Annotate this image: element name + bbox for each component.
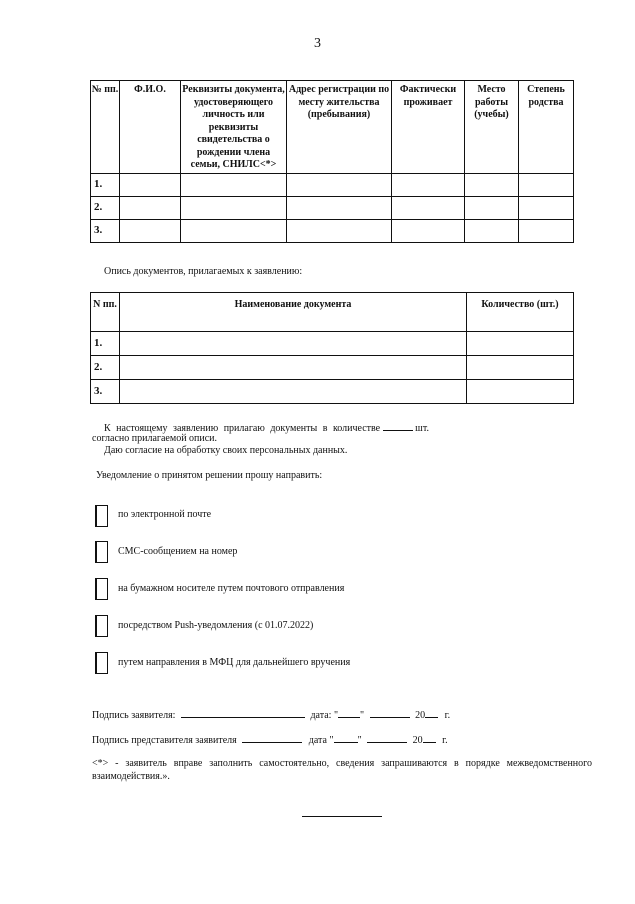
day-blank[interactable] [334, 733, 358, 743]
checkbox-post[interactable] [96, 578, 108, 600]
checkbox-email[interactable] [96, 505, 108, 527]
table-cell[interactable] [467, 356, 574, 380]
consent-line: Даю согласие на обработку своих персональных данных. [104, 445, 348, 456]
table-cell[interactable] [465, 174, 519, 197]
attach-line-2: согласно прилагаемой описи. [92, 433, 218, 444]
rep-signature-label: Подпись представителя заявителя [92, 735, 237, 746]
table-cell[interactable] [465, 197, 519, 220]
option-sms-label: СМС-сообщением на номер [118, 546, 238, 557]
table-row [91, 332, 574, 356]
table-cell[interactable] [392, 220, 465, 243]
table-row [91, 380, 574, 404]
table-cell[interactable] [120, 356, 467, 380]
checkbox-sms[interactable] [96, 541, 108, 563]
checkbox-mfc[interactable] [96, 652, 108, 674]
table-cell[interactable] [120, 332, 467, 356]
table-row [91, 197, 574, 220]
year-blank[interactable] [423, 733, 436, 743]
table-cell[interactable] [181, 220, 287, 243]
closing-rule [302, 816, 382, 817]
row-number: 1. [91, 332, 120, 356]
table-cell[interactable] [519, 174, 574, 197]
table-cell[interactable] [465, 220, 519, 243]
applicant-signature-blank[interactable] [181, 708, 305, 718]
table-cell[interactable] [392, 197, 465, 220]
table-cell[interactable] [287, 220, 392, 243]
col-header: Количество (шт.) [467, 293, 574, 332]
page-number: 3 [314, 36, 321, 51]
row-number: 3. [91, 380, 120, 404]
col-header: Наименование документа [120, 293, 467, 332]
table-cell[interactable] [181, 197, 287, 220]
checkbox-push[interactable] [96, 615, 108, 637]
year-prefix: 20 [412, 735, 423, 746]
col-header: № пп. [91, 81, 120, 174]
row-number: 2. [91, 356, 120, 380]
table-header-row [91, 81, 574, 174]
attach-text: К настоящему заявлению прилагаю документы в количестве [104, 423, 381, 434]
col-header: N пп. [91, 293, 120, 332]
row-number: 3. [91, 220, 120, 243]
attach-unit: шт. [415, 423, 429, 434]
notification-caption: Уведомление о принятом решении прошу направить: [96, 470, 323, 481]
date-label: дата: " [310, 710, 339, 721]
option-push-label: посредством Push-уведомления (с 01.07.2022) [118, 620, 314, 631]
col-header: Ф.И.О. [120, 81, 181, 174]
col-header: Реквизиты документа, удостоверяющего личность или реквизиты свидетельства о рождении члена семьи, СНИЛС<*> [181, 81, 287, 174]
applicant-signature-line [92, 708, 450, 722]
year-suffix: г. [442, 735, 448, 746]
table-cell[interactable] [120, 380, 467, 404]
col-header: Место работы (учебы) [465, 81, 519, 174]
table-row [91, 356, 574, 380]
col-header: Степень родства [519, 81, 574, 174]
quote-mark: " [357, 735, 362, 746]
year-blank[interactable] [425, 708, 438, 718]
inventory-table [90, 292, 574, 404]
table-cell[interactable] [467, 380, 574, 404]
col-header: Фактически проживает [392, 81, 465, 174]
table-cell[interactable] [287, 174, 392, 197]
representative-signature-line [92, 733, 448, 747]
year-suffix: г. [444, 710, 451, 721]
table-cell[interactable] [181, 174, 287, 197]
table-row [91, 174, 574, 197]
year-prefix: 20 [415, 710, 426, 721]
table-header-row [91, 293, 574, 332]
quote-mark: " [360, 710, 365, 721]
option-post-label: на бумажном носителе путем почтового отправления [118, 583, 345, 594]
day-blank[interactable] [338, 708, 360, 718]
table-cell[interactable] [392, 174, 465, 197]
rep-signature-blank[interactable] [242, 733, 302, 743]
month-blank[interactable] [370, 708, 410, 718]
date-label: дата " [308, 735, 334, 746]
quantity-blank[interactable] [383, 421, 413, 431]
family-members-table [90, 80, 574, 243]
inventory-caption: Опись документов, прилагаемых к заявлению: [104, 266, 303, 277]
table-row [91, 220, 574, 243]
option-mfc-label: путем направления в МФЦ для дальнейшего вручения [118, 657, 351, 668]
row-number: 1. [91, 174, 120, 197]
table-cell[interactable] [120, 197, 181, 220]
applicant-signature-label: Подпись заявителя: [92, 710, 176, 721]
row-number: 2. [91, 197, 120, 220]
table-cell[interactable] [287, 197, 392, 220]
option-email-label: по электронной почте [118, 509, 212, 520]
table-cell[interactable] [120, 174, 181, 197]
table-cell[interactable] [467, 332, 574, 356]
footnote: <*> - заявитель вправе заполнить самостоятельно, сведения запрашиваются в порядке межведомственного взаимодействия.». [92, 758, 592, 782]
table-cell[interactable] [519, 197, 574, 220]
table-cell[interactable] [120, 220, 181, 243]
col-header: Адрес регистрации по месту жительства (пребывания) [287, 81, 392, 174]
table-cell[interactable] [519, 220, 574, 243]
month-blank[interactable] [367, 733, 407, 743]
